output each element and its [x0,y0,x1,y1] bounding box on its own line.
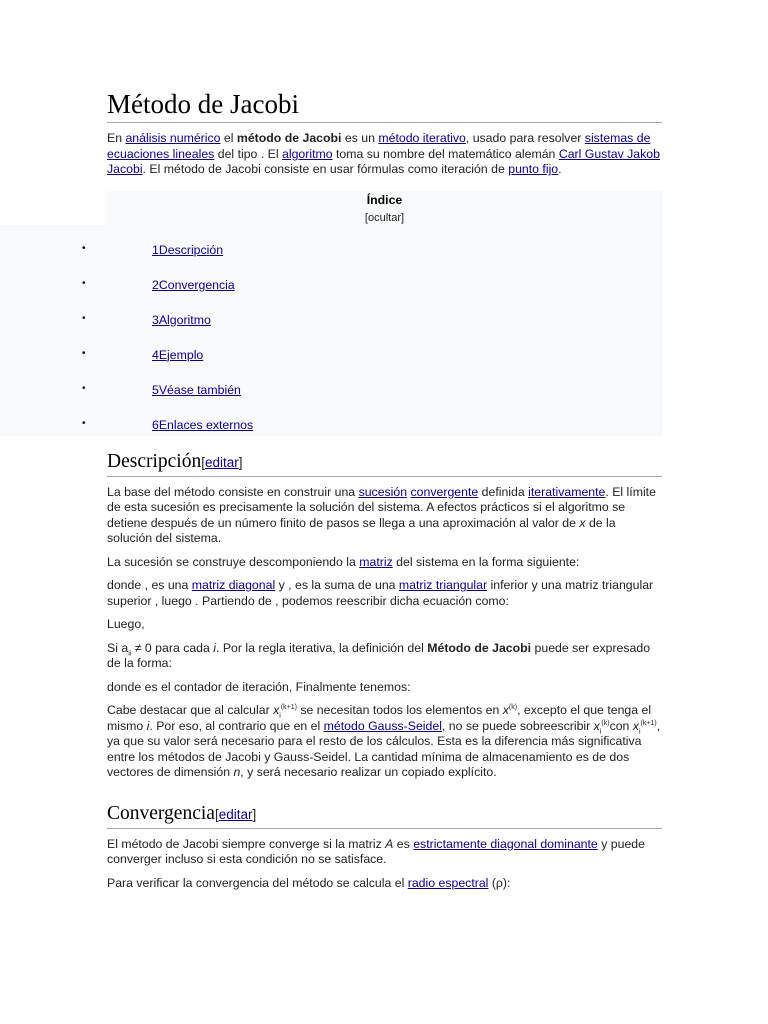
text: (ρ): [488,875,511,890]
link-algoritmo[interactable]: algoritmo [282,146,333,161]
toc-label: Descripción [158,242,224,257]
text: y puede converger incluso si esta condición no se satisface. [107,836,645,866]
link-jacobi[interactable]: Carl Gustav Jakob Jacobi [107,146,660,176]
toc-number: 5 [152,382,159,397]
superscript: (k) [601,719,610,727]
link-sucesion[interactable]: sucesión [358,484,408,499]
link-gauss-seidel[interactable]: método Gauss-Seidel [323,718,442,733]
toc-toggle-link[interactable] [368,212,401,224]
link-metodo-iterativo[interactable]: método iterativo [378,131,466,145]
text: , ya que su valor será necesario para el resto de los cálculos. Esta es la diferencia más significativa entre los métodos de Jacobi y Gauss-Seidel. La cantidad mínima de almacenamiento es de dos vectores de dimensión [107,718,661,779]
math-var: x [502,703,509,717]
text: de la solución del sistema. [107,515,616,545]
edit-section [201,455,242,470]
bullet: • [82,312,86,324]
toc-item [0,348,662,383]
table-of-contents [82,191,662,436]
toc-link-convergencia[interactable] [152,278,235,292]
toc-link-algoritmo[interactable] [152,313,211,327]
bullet: • [82,382,86,394]
text: La sucesión se construye descomponiendo la [107,554,360,569]
bracket: ] [238,454,243,470]
text: Para verificar la convergencia del método se calcula el [107,875,408,890]
text: Cabe destacar que al calcular [107,703,274,717]
page-title: Método de Jacobi [107,86,662,123]
text: . El método de Jacobi consiste en usar fórmulas como iteración de [142,162,509,176]
link-diagonal-dominante[interactable]: estrictamente diagonal dominante [413,836,598,851]
toc-number: 3 [152,312,159,327]
text: con [609,718,633,733]
text: . Por eso, al contrario que en el [149,718,324,733]
toc-label: Ejemplo [158,347,204,362]
link-matriz[interactable]: matriz [359,554,393,569]
edit-link[interactable]: editar [204,454,239,470]
math-var: n [233,765,241,779]
math-var: x [593,718,600,733]
link-analisis-numerico[interactable]: análisis numérico [125,131,221,145]
math-var: x [579,515,586,530]
text: El método de Jacobi siempre converge si la matriz [107,836,386,851]
toc-number: 6 [152,417,159,432]
text: La base del método consiste en construir una [107,484,359,499]
superscript: (k+1) [640,719,657,727]
text: . El límite de esta sucesión es precisamente la solución del sistema. A efectos prácticos si el algoritmo se detiene después de un número finito de pasos se llega a una aproximación al valor de [107,484,656,530]
math-var: x [273,703,280,717]
intro-paragraph [107,131,662,178]
paragraph: Luego, [107,617,145,631]
link-iterativamente[interactable]: iterativamente [528,484,606,499]
bracket: [ [201,454,205,470]
toc-list [0,243,662,453]
text: y , es la suma de una [275,578,399,592]
paragraph [107,703,662,781]
subscript: i [599,727,602,735]
text: , excepto el que tenga el mismo [107,703,652,733]
toc-item [0,383,662,418]
toc-item [0,243,662,278]
article [82,86,662,891]
text: , no se puede sobreescribir [441,718,594,733]
heading-text: Descripción [107,450,202,472]
toc-label: Véase también [158,382,241,397]
subscript: i [638,727,641,735]
text: toma su nombre del matemático alemán [332,146,559,161]
superscript: (k+1) [280,703,297,711]
subscript: ii [128,649,132,657]
link-convergente[interactable]: convergente [410,484,479,499]
bullet: • [82,242,86,254]
toc-item [0,278,662,313]
text: del sistema en la forma siguiente: [392,554,580,569]
text: . [558,162,562,176]
text: ≠ 0 para cada [131,640,214,655]
bullet: • [82,417,86,429]
toc-number: 2 [152,277,159,292]
bracket: ] [252,806,257,822]
section-heading-convergencia [107,802,662,829]
math-var: A [385,836,394,851]
text: es [393,836,414,851]
toc-link-descripcion[interactable] [152,243,223,257]
toc-title: Índice [366,192,403,207]
text: , usado para resolver [465,131,585,145]
edit-link[interactable]: editar [218,806,253,822]
toc-label: Convergencia [158,277,235,292]
bold-term: método de Jacobi [236,131,342,145]
math-var: i [146,718,150,733]
toc-toggle-label: ocultar [367,211,402,224]
toc-number: 1 [152,242,159,257]
text: del tipo . El [214,146,282,161]
toc-link-enlaces-externos[interactable] [152,418,253,432]
paragraph: donde es el contador de iteración, Finalmente tenemos: [107,679,411,694]
toc-item [0,313,662,348]
toc-link-vease-tambien[interactable] [152,383,241,397]
text: En [107,131,126,145]
toc-link-ejemplo[interactable] [152,348,203,362]
superscript: (k) [508,703,518,711]
text: se necesitan todos los elementos en [296,703,503,717]
toc-label: Algoritmo [158,312,211,327]
paragraph [107,641,662,672]
bracket: [ [214,806,219,822]
toc-label: Enlaces externos [158,417,254,432]
link-radio-espectral[interactable]: radio espectral [407,875,489,890]
bullet: • [82,277,86,289]
bullet: • [82,347,86,359]
paragraph [107,837,662,868]
toc-item [0,418,662,453]
text: . Por la regla iterativa, la definición del [216,640,428,655]
link-matriz-diagonal[interactable]: matriz diagonal [191,578,276,592]
text: , y será necesario realizar un copiado explícito. [240,765,497,779]
edit-section [215,807,256,822]
subscript: i [279,712,281,720]
bold-term: Método de Jacobi [427,640,532,655]
section-heading-descripcion [107,450,662,477]
paragraph [107,555,662,571]
link-punto-fijo[interactable]: punto fijo [508,162,559,176]
heading-text: Convergencia [107,802,215,824]
text: es un [341,131,379,145]
paragraph [107,485,662,547]
paragraph [107,578,662,609]
math-var: i [213,640,217,655]
link-matriz-triangular[interactable]: matriz triangular [398,578,488,592]
text: inferior y una matriz triangular superior , luego . Partiendo de , podemos reescribir dicha ecuación como: [107,578,654,608]
text: puede ser expresado de la forma: [107,640,651,670]
math-var: x [632,718,639,733]
toc-toggle: [ocultar] [364,211,405,224]
text: donde , es una [107,578,192,592]
text: definida [478,484,529,499]
link-sistemas-ecuaciones[interactable]: sistemas de ecuaciones lineales [107,131,651,161]
text: el [220,131,237,145]
text: Si a [107,640,129,655]
paragraph [107,876,662,892]
toc-number: 4 [152,347,159,362]
